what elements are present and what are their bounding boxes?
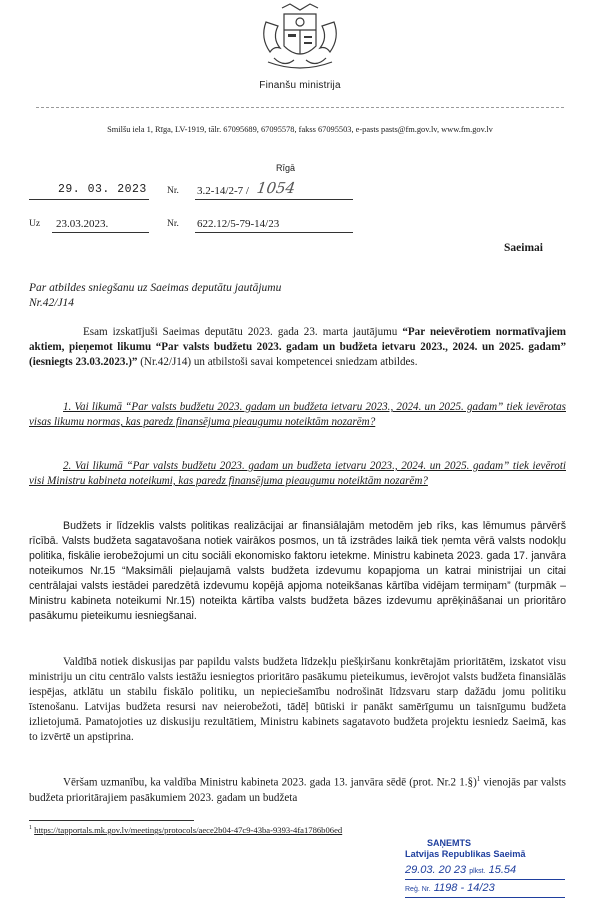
government-paragraph: [29, 655, 566, 745]
footnote-reference: 1: [476, 775, 481, 783]
intro-text-bold: “Par neievērotiem normatīvajiem aktiem, pieņemot likumu “Par valsts budžetu 2023. gadam un budžeta ietvaru 2023., 2024. un 2025. gadam” (iesniegts 23.03.2023.)”: [29, 326, 566, 368]
reference-date: 23.03.2023.: [56, 218, 109, 230]
footnote-link[interactable]: https://tapportals.mk.gov.lv/meetings/protocols/aece2b04-47c9-43ba-9393-4fa1786b06ed: [34, 825, 343, 835]
received-stamp: [405, 836, 573, 910]
government-paragraph-text: Valdībā notiek diskusijas par papildu valsts budžeta līdzekļu piešķiršanu konkrētajām prioritātēm, izskatot visu ministriju un citu centrālo valsts iestāžu iesniegtos prioritāro pasākumu pieteikumus, ievērojot valsts budžeta finansiālās iespējas, atklātu un stabilu fiskālo politiku, un nepieciešamību nodrošināt līdzsvaru starp dažādu jomu politiku īstenošanu. Latvijas budžeta resursi nav neierobežoti, tādēļ būtiski ir panākt samērīgumu un taisnīgumu budžeta izlietojumā. Pamatojoties uz diskusiju rezultātiem, Ministru kabinets sagatavoto budžeta projektu iesniedz Saeimā, kas to izvērtē un apstiprina.: [29, 656, 566, 743]
budget-paragraph-text: Budžets ir līdzeklis valsts politikas realizācijai ar finansiālajām metodēm jeb rīks, kas lēmumus pārvērš rīcībā. Valsts budžeta sagatavošana notiek vairākos posmos, un tā izstrādes laikā tiek ņemta vērā valsts nodokļu politika, fiskālie ierobežojumi un citu sociāli ekonomisko faktoru ietekme. Ministru kabineta 2023. gada 17. janvāra noteikumos Nr.15 “Maksimāli pieļaujamā valsts budžeta izdevumu kopapjoma un katrai ministrijai un citai centrālajai valsts iestādei paredzētā izdevumu kopējā apjoma noteikšanas kārtība vidējam termiņam” (turpmāk – Ministru kabineta noteikumi Nr.15) noteikta kārtība valsts budžeta bāzes izdevumu aprēķināšanai un prioritāro pasākumu pieteikumu iesniegšanai.: [29, 520, 566, 622]
attention-text-start: Vēršam uzmanību, ka valdība Ministru kabineta 2023. gada 13. janvāra sēdē (prot. Nr.2 1.§): [63, 776, 477, 789]
question-2-text: 2. Vai likumā “Par valsts budžetu 2023. gadam un budžeta ietvaru 2023., 2024. un 2025. gadam” tiek ievēroti visi Ministru kabineta noteikumi, kas paredz finansējuma pieaugumu noteiktām nozarēm?: [29, 460, 566, 487]
stamp-date: 29.03. 20 23: [405, 864, 467, 876]
document-date: 29. 03. 2023: [58, 183, 147, 196]
stamp-date-line: [405, 864, 516, 876]
intro-paragraph: [29, 325, 566, 370]
date-underline: [29, 199, 149, 200]
place-of-issue: Rīgā: [276, 163, 296, 173]
nr-label: Nr.: [167, 186, 179, 196]
nr2-label: Nr.: [167, 219, 179, 229]
handwritten-number: 1054: [255, 179, 297, 197]
attention-text-end: vienojās par valsts budžeta prioritārajiem pasākumiem 2023. gadam un budžeta: [29, 776, 566, 804]
stamp-saeima: Latvijas Republikas Saeimā: [405, 849, 526, 859]
uz-label: Uz: [29, 219, 41, 229]
stamp-reg-label: Reģ. Nr.: [405, 886, 431, 893]
attention-paragraph: [29, 772, 566, 806]
reference-number: 622.12/5-79-14/23: [197, 218, 280, 230]
ministry-name: Finanšu ministrija: [259, 80, 341, 91]
stamp-time-label: plkst.: [469, 868, 486, 875]
document-number: 3.2-14/2-7 /: [197, 185, 249, 197]
stamp-rule-2: [405, 897, 565, 898]
intro-text-start: Esam izskatījuši Saeimas deputātu 2023. gada 23. marta jautājumu: [83, 326, 403, 338]
nr2-underline: [195, 232, 353, 233]
contact-address: Smilšu iela 1, Rīga, LV-1919, tālr. 67095689, 67095578, fakss 67095503, e-pasts pasts@fm.gov.lv, www.fm.gov.lv: [107, 125, 493, 134]
stamp-received: SAŅEMTS: [427, 838, 472, 848]
question-1-text: 1. Vai likumā “Par valsts budžetu 2023. gadam un budžeta ietvaru 2023., 2024. un 2025. gadam” tiek ievērotas visas likumu normas, kas paredz finansējuma pieaugumu noteiktām nozarēm?: [29, 401, 566, 428]
footnote: [29, 825, 342, 835]
budget-paragraph: [29, 519, 566, 624]
coat-of-arms-logo: [254, 2, 346, 78]
nr-underline: [195, 199, 353, 200]
question-1: [29, 400, 566, 430]
header-divider: [36, 107, 564, 108]
uz-underline: [52, 232, 149, 233]
stamp-rule-1: [405, 879, 565, 880]
recipient: Saeimai: [504, 242, 543, 254]
stamp-reg-number: 1198 - 14/23: [433, 882, 495, 894]
letter-subject: Par atbildes sniegšanu uz Saeimas deputātu jautājumu Nr.42/J14: [29, 282, 282, 309]
stamp-time: 15.54: [488, 864, 517, 876]
intro-text-end: (Nr.42/J14) un atbilstoši savai kompetencei sniedzam atbildes.: [137, 356, 418, 368]
footnote-divider: [29, 820, 194, 821]
footnote-mark: 1: [29, 825, 32, 832]
question-2: [29, 459, 566, 489]
stamp-reg-line: [405, 882, 495, 894]
